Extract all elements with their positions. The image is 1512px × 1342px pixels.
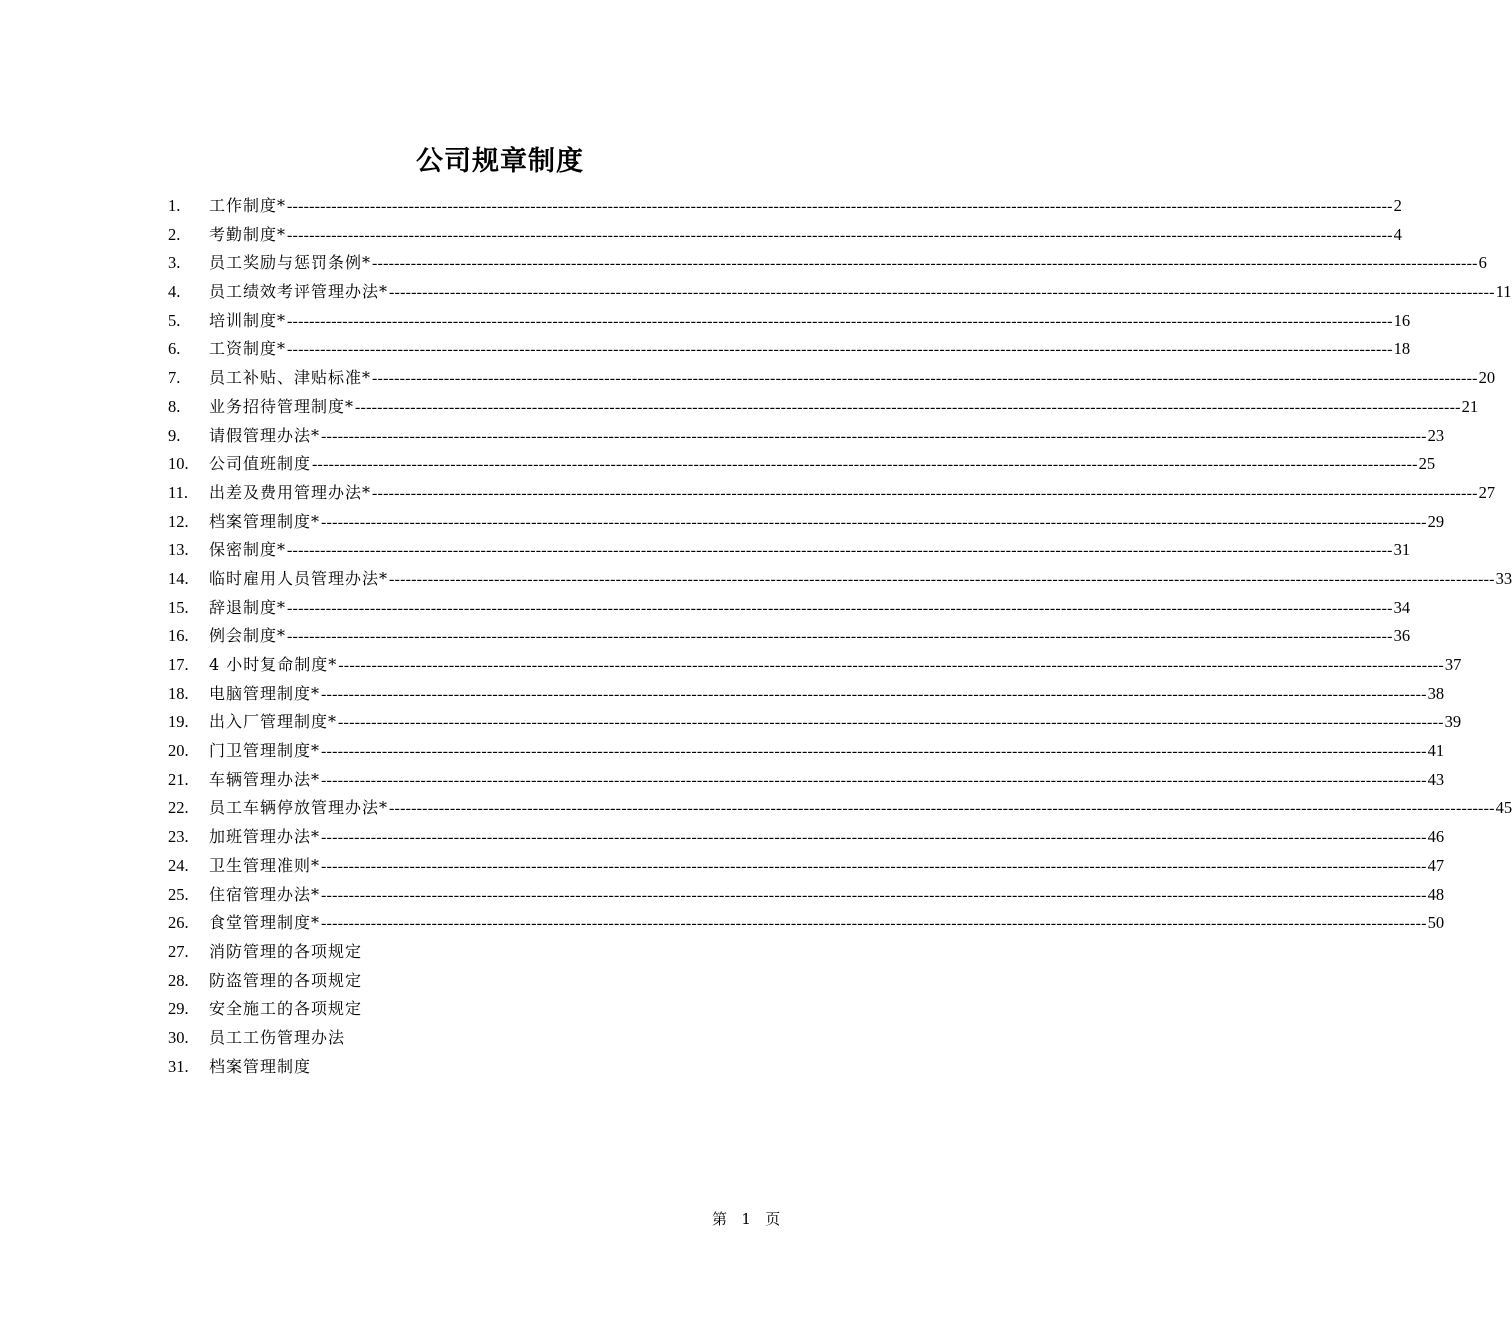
toc-entry-title: 工资制度* (209, 339, 287, 359)
toc-entry-number: 25. (168, 884, 189, 904)
toc-entry[interactable] (168, 1053, 830, 1082)
toc-entry[interactable] (168, 680, 1445, 709)
toc-entry-title: 临时雇用人员管理办法* (209, 568, 389, 588)
toc-entry-title: 员工车辆停放管理办法* (209, 798, 389, 818)
toc-entry-title: 员工工伤管理办法 (209, 1027, 346, 1047)
toc-entry[interactable] (168, 995, 830, 1024)
toc-entry-number: 2. (168, 224, 181, 244)
toc-dot-leader: -------------------------------------------------------------------------------------------------------------------------------------------------------------------------------------------------------- (321, 886, 1427, 904)
toc-entry[interactable] (168, 852, 1445, 881)
toc-entry[interactable] (168, 881, 1445, 910)
toc-entry-page-number: 23 (1427, 425, 1445, 445)
toc-dot-leader: -------------------------------------------------------------------------------------------------------------------------------------------------------------------------------------------------------- (338, 657, 1444, 674)
toc-entry[interactable] (168, 450, 1436, 479)
toc-entry-number: 21. (168, 769, 189, 789)
toc-entry[interactable] (168, 364, 1496, 393)
toc-entry-number: 10. (168, 454, 189, 474)
toc-entry-number: 12. (168, 511, 189, 531)
toc-entry-title: 业务招待管理制度* (209, 396, 355, 416)
toc-entry-title: 电脑管理制度* (209, 683, 321, 703)
toc-entry-title: 4 小时复命制度* (209, 655, 338, 674)
toc-entry-number: 29. (168, 999, 189, 1019)
toc-entry-number: 22. (168, 798, 189, 818)
footer-prefix: 第 (712, 1210, 728, 1228)
toc-entry[interactable] (168, 766, 1445, 795)
toc-entry-number: 7. (168, 368, 181, 388)
toc-entry[interactable] (168, 221, 1402, 250)
toc-entry-page-number: 38 (1427, 683, 1445, 703)
toc-entry[interactable] (168, 1024, 830, 1053)
toc-dot-leader: -------------------------------------------------------------------------------------------------------------------------------------------------------------------------------------------------------- (287, 226, 1393, 244)
toc-entry-page-number: 41 (1427, 741, 1445, 761)
toc-entry[interactable] (168, 393, 1479, 422)
toc-entry-page-number: 4 (1393, 224, 1402, 244)
toc-entry-page-number: 45 (1495, 798, 1512, 818)
toc-entry-page-number: 25 (1418, 454, 1436, 474)
toc-entry-title: 加班管理办法* (209, 827, 321, 847)
toc-entry-number: 8. (168, 396, 181, 416)
page-footer (712, 1208, 780, 1230)
toc-entry-number: 13. (168, 540, 189, 560)
toc-entry-title: 消防管理的各项规定 (209, 941, 363, 961)
toc-entry-page-number: 11 (1495, 282, 1512, 302)
toc-entry-title: 档案管理制度 (209, 1056, 312, 1076)
toc-entry-title: 卫生管理准则* (209, 855, 321, 875)
toc-entry-title: 车辆管理办法* (209, 769, 321, 789)
footer-page-number: 1 (741, 1210, 751, 1228)
toc-entry-number: 14. (168, 568, 189, 588)
toc-dot-leader: -------------------------------------------------------------------------------------------------------------------------------------------------------------------------------------------------------- (287, 599, 1393, 617)
toc-entry-number: 23. (168, 827, 189, 847)
toc-entry[interactable] (168, 594, 1411, 623)
toc-dot-leader: -------------------------------------------------------------------------------------------------------------------------------------------------------------------------------------------------------- (287, 198, 1393, 215)
toc-entry-page-number: 50 (1427, 913, 1445, 933)
toc-dot-leader: -------------------------------------------------------------------------------------------------------------------------------------------------------------------------------------------------------- (372, 255, 1478, 273)
toc-entry[interactable] (168, 708, 1462, 737)
toc-entry[interactable] (168, 622, 1411, 651)
toc-entry-page-number: 2 (1393, 196, 1402, 215)
toc-entry-title: 安全施工的各项规定 (209, 999, 363, 1019)
toc-dot-leader: -------------------------------------------------------------------------------------------------------------------------------------------------------------------------------------------------------- (287, 542, 1393, 560)
toc-dot-leader: -------------------------------------------------------------------------------------------------------------------------------------------------------------------------------------------------------- (321, 857, 1427, 875)
toc-entry-page-number: 47 (1427, 855, 1445, 875)
toc-entry-page-number: 34 (1393, 597, 1411, 617)
toc-entry-page-number: 48 (1427, 884, 1445, 904)
toc-entry-number: 31. (168, 1056, 189, 1076)
toc-entry-number: 15. (168, 597, 189, 617)
toc-entry-title: 门卫管理制度* (209, 741, 321, 761)
toc-entry-page-number: 37 (1444, 655, 1462, 674)
toc-entry-page-number: 39 (1444, 712, 1462, 732)
toc-entry[interactable] (168, 192, 1402, 221)
toc-dot-leader: -------------------------------------------------------------------------------------------------------------------------------------------------------------------------------------------------------- (287, 341, 1393, 359)
toc-entry-title: 出差及费用管理办法* (209, 482, 372, 502)
toc-entry-title: 保密制度* (209, 540, 287, 560)
toc-entry-title: 档案管理制度* (209, 511, 321, 531)
toc-entry-title: 考勤制度* (209, 224, 287, 244)
toc-entry[interactable] (168, 278, 1512, 307)
toc-dot-leader: -------------------------------------------------------------------------------------------------------------------------------------------------------------------------------------------------------- (389, 284, 1495, 302)
footer-suffix: 页 (765, 1210, 781, 1228)
toc-entry-number: 18. (168, 683, 189, 703)
toc-entry-title: 例会制度* (209, 626, 287, 646)
toc-dot-leader: -------------------------------------------------------------------------------------------------------------------------------------------------------------------------------------------------------- (321, 685, 1427, 703)
toc-entry-title: 住宿管理办法* (209, 884, 321, 904)
toc-entry-number: 16. (168, 626, 189, 646)
toc-entry-page-number: 43 (1427, 769, 1445, 789)
toc-entry[interactable] (168, 307, 1411, 336)
toc-dot-leader: -------------------------------------------------------------------------------------------------------------------------------------------------------------------------------------------------------- (321, 915, 1427, 933)
toc-entry-page-number: 20 (1478, 368, 1496, 388)
toc-dot-leader: -------------------------------------------------------------------------------------------------------------------------------------------------------------------------------------------------------- (389, 800, 1495, 818)
toc-entry-page-number: 33 (1495, 568, 1512, 588)
toc-entry[interactable] (168, 536, 1411, 565)
toc-dot-leader: -------------------------------------------------------------------------------------------------------------------------------------------------------------------------------------------------------- (321, 427, 1427, 445)
table-of-contents (168, 192, 1512, 1081)
toc-dot-leader: -------------------------------------------------------------------------------------------------------------------------------------------------------------------------------------------------------- (372, 484, 1478, 502)
toc-dot-leader: -------------------------------------------------------------------------------------------------------------------------------------------------------------------------------------------------------- (321, 743, 1427, 761)
toc-entry-page-number: 36 (1393, 626, 1411, 646)
toc-entry-title: 员工绩效考评管理办法* (209, 282, 389, 302)
toc-entry-number: 3. (168, 253, 181, 273)
toc-dot-leader: -------------------------------------------------------------------------------------------------------------------------------------------------------------------------------------------------------- (287, 312, 1393, 330)
toc-entry-number: 30. (168, 1027, 189, 1047)
toc-entry-number: 19. (168, 712, 189, 732)
toc-entry-number: 27. (168, 941, 189, 961)
toc-dot-leader: -------------------------------------------------------------------------------------------------------------------------------------------------------------------------------------------------------- (372, 370, 1478, 388)
toc-dot-leader: -------------------------------------------------------------------------------------------------------------------------------------------------------------------------------------------------------- (312, 456, 1418, 474)
toc-entry[interactable] (168, 909, 1445, 938)
toc-entry[interactable] (168, 651, 1462, 680)
toc-entry[interactable] (168, 249, 1487, 278)
toc-dot-leader: -------------------------------------------------------------------------------------------------------------------------------------------------------------------------------------------------------- (355, 398, 1461, 416)
toc-entry-page-number: 46 (1427, 827, 1445, 847)
toc-entry[interactable] (168, 508, 1445, 537)
toc-entry-number: 6. (168, 339, 181, 359)
toc-entry-page-number: 6 (1478, 253, 1487, 273)
toc-entry[interactable] (168, 479, 1496, 508)
toc-entry-title: 防盗管理的各项规定 (209, 970, 363, 990)
toc-entry-number: 4. (168, 282, 181, 302)
toc-entry-title: 员工补贴、津贴标准* (209, 368, 372, 388)
toc-dot-leader: -------------------------------------------------------------------------------------------------------------------------------------------------------------------------------------------------------- (321, 771, 1427, 789)
toc-dot-leader: -------------------------------------------------------------------------------------------------------------------------------------------------------------------------------------------------------- (321, 829, 1427, 847)
toc-entry-title: 辞退制度* (209, 597, 287, 617)
toc-entry-page-number: 21 (1461, 396, 1479, 416)
toc-entry-title: 请假管理办法* (209, 425, 321, 445)
toc-entry[interactable] (168, 938, 830, 967)
toc-dot-leader: -------------------------------------------------------------------------------------------------------------------------------------------------------------------------------------------------------- (389, 570, 1495, 588)
toc-entry-title: 公司值班制度 (209, 454, 312, 474)
toc-entry-number: 11. (168, 482, 189, 502)
toc-entry-title: 员工奖励与惩罚条例* (209, 253, 372, 273)
toc-entry-page-number: 27 (1478, 482, 1496, 502)
toc-dot-leader: -------------------------------------------------------------------------------------------------------------------------------------------------------------------------------------------------------- (321, 513, 1427, 531)
toc-entry-number: 28. (168, 970, 189, 990)
toc-entry-page-number: 29 (1427, 511, 1445, 531)
toc-entry[interactable] (168, 422, 1445, 451)
toc-entry-number: 17. (168, 655, 189, 674)
toc-entry[interactable] (168, 335, 1411, 364)
toc-entry[interactable] (168, 794, 1512, 823)
toc-entry[interactable] (168, 737, 1445, 766)
toc-entry-number: 5. (168, 310, 181, 330)
toc-entry[interactable] (168, 967, 830, 996)
toc-entry-number: 20. (168, 741, 189, 761)
toc-entry-title: 出入厂管理制度* (209, 712, 338, 732)
toc-entry[interactable] (168, 823, 1445, 852)
toc-entry-number: 9. (168, 425, 181, 445)
toc-entry-number: 1. (168, 196, 181, 215)
toc-entry[interactable] (168, 565, 1512, 594)
toc-dot-leader: -------------------------------------------------------------------------------------------------------------------------------------------------------------------------------------------------------- (338, 714, 1444, 732)
toc-dot-leader: -------------------------------------------------------------------------------------------------------------------------------------------------------------------------------------------------------- (287, 628, 1393, 646)
toc-entry-title: 培训制度* (209, 310, 287, 330)
document-title: 公司规章制度 (416, 146, 584, 177)
toc-entry-page-number: 18 (1393, 339, 1411, 359)
toc-entry-number: 24. (168, 855, 189, 875)
toc-entry-title: 工作制度* (209, 196, 287, 215)
toc-entry-number: 26. (168, 913, 189, 933)
toc-entry-title: 食堂管理制度* (209, 913, 321, 933)
toc-entry-page-number: 16 (1393, 310, 1411, 330)
toc-entry-page-number: 31 (1393, 540, 1411, 560)
